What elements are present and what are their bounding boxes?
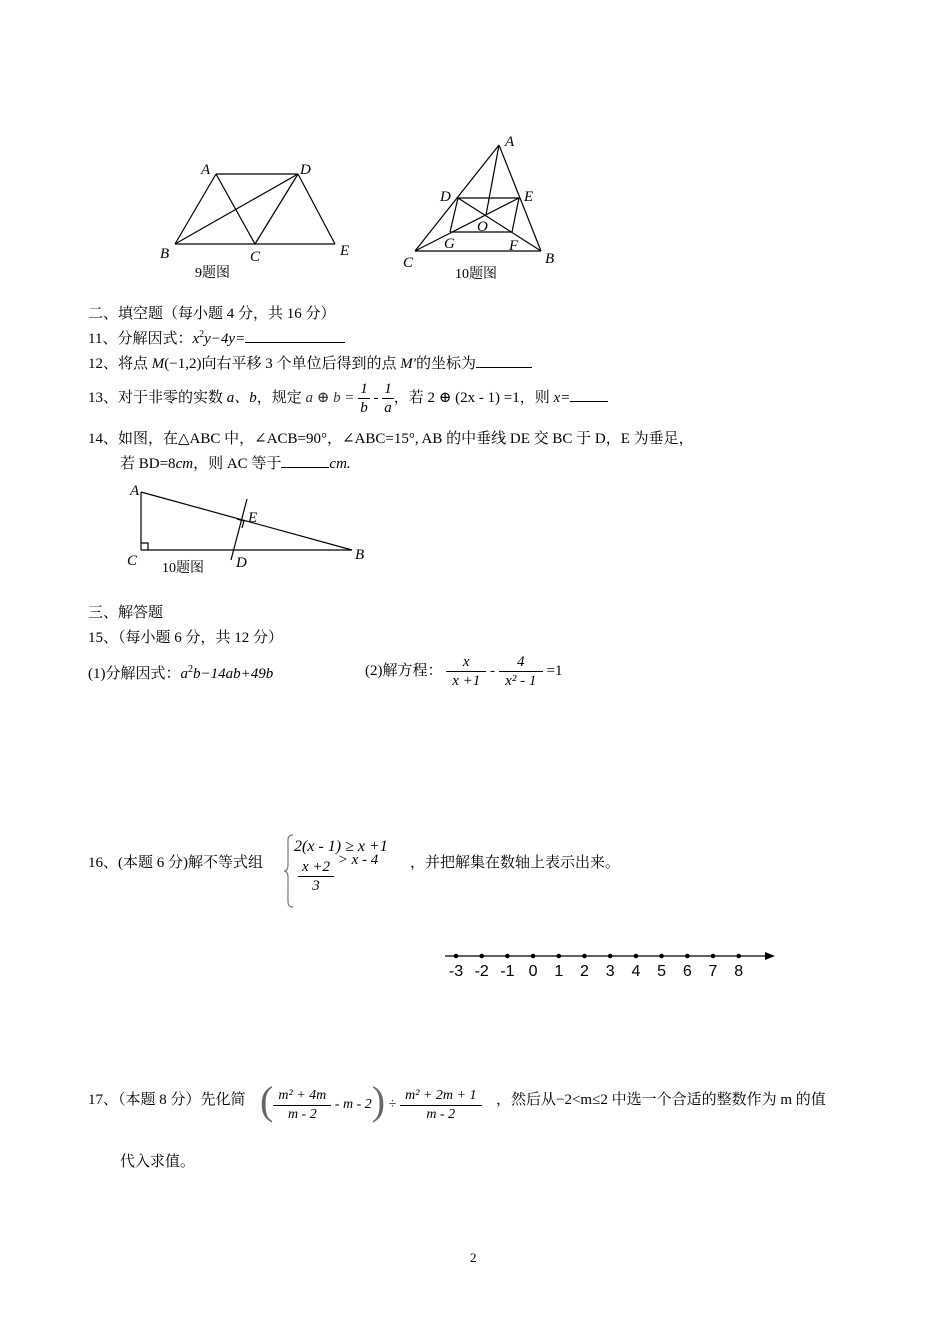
q15-p1-sup: 2 bbox=[188, 664, 193, 675]
number-line-tick-label: 5 bbox=[657, 963, 667, 980]
q11-expr-a: x bbox=[192, 331, 200, 347]
q12-text-b: (−1,2)向右平移 3 个单位后得到的点 bbox=[164, 356, 401, 372]
number-line-tick-label: -3 bbox=[448, 963, 464, 980]
q17-right-paren: ) bbox=[371, 1078, 386, 1123]
number-line-tick bbox=[736, 954, 741, 959]
q17-left-paren: ( bbox=[260, 1078, 274, 1123]
fig9-label-d: D bbox=[300, 162, 311, 178]
q11-prefix: 11、分解因式： bbox=[88, 331, 193, 347]
q15-p2-minus: - bbox=[490, 663, 495, 679]
fig10-label-c: C bbox=[403, 255, 414, 271]
q11-answer-blank[interactable] bbox=[245, 328, 345, 343]
figure-14 bbox=[120, 478, 380, 578]
q16-ineq-1: 2(x - 1) ≥ x +1 bbox=[294, 838, 388, 855]
figure-10 bbox=[398, 130, 568, 280]
q12-answer-blank[interactable] bbox=[476, 353, 532, 368]
q13-ab: a、b bbox=[226, 390, 257, 406]
fig9-caption: 9题图 bbox=[195, 266, 230, 281]
number-line-tick bbox=[608, 954, 613, 959]
fig9-label-a: A bbox=[201, 162, 211, 178]
q11-expr-c: y−4y= bbox=[204, 331, 246, 347]
q16-ineq2-rhs: > x - 4 bbox=[337, 852, 379, 868]
number-line-tick-label: 2 bbox=[580, 963, 589, 980]
q15-part-2 bbox=[365, 650, 562, 692]
number-line-tick bbox=[557, 954, 562, 959]
q17-expression bbox=[260, 1080, 482, 1130]
question-12 bbox=[88, 352, 532, 373]
fig14-label-d: D bbox=[236, 555, 247, 571]
q17-line2: 代入求值。 bbox=[120, 1154, 196, 1170]
q12-m2: M′ bbox=[400, 356, 416, 372]
q16-tail: ，并把解集在数轴上表示出来。 bbox=[410, 855, 621, 871]
number-line-tick-label: -1 bbox=[500, 963, 515, 980]
fig10-label-o: O bbox=[477, 219, 488, 235]
q15-p2-frac-1: $\frac{x}{x +1}$ bbox=[446, 653, 486, 690]
q14-cm2: cm. bbox=[329, 456, 351, 472]
q12-text-c: 的坐标为 bbox=[416, 356, 477, 372]
question-14-line1: 14、如图，在△ABC 中，∠ACB=90°，∠ABC=15°, AB 的中垂线 DE 交 BC 于 D，E 为垂足， bbox=[88, 431, 694, 447]
fig9-label-e: E bbox=[340, 243, 350, 259]
q13-answer-blank[interactable] bbox=[570, 387, 608, 402]
number-line-tick bbox=[505, 954, 510, 959]
q15-part-1 bbox=[88, 662, 273, 683]
page-number: 2 bbox=[470, 1250, 477, 1265]
q16-label: 16、(本题 6 分)解不等式组 bbox=[88, 855, 263, 871]
q14-answer-blank[interactable] bbox=[281, 453, 329, 468]
q13-frac-2: $\frac{1}{a}$ bbox=[384, 381, 392, 417]
q12-m: M bbox=[151, 356, 165, 372]
fig10-label-a: A bbox=[505, 134, 515, 150]
fig10-label-b: B bbox=[545, 251, 555, 267]
number-line-tick-label: 4 bbox=[631, 963, 641, 980]
q17-div: ÷ bbox=[388, 1097, 397, 1113]
question-13 bbox=[88, 376, 608, 420]
q11-expr-b: 2 bbox=[199, 329, 205, 340]
number-line-tick bbox=[479, 954, 484, 959]
number-line-tick bbox=[659, 954, 664, 959]
question-11 bbox=[88, 327, 345, 348]
fig9-label-b: B bbox=[160, 246, 170, 262]
q13-text-b: ，规定 bbox=[256, 390, 302, 406]
q15-p2-frac-2: $\frac{4}{\text{x² - 1}}$ bbox=[499, 653, 543, 690]
fig10-caption: 10题图 bbox=[455, 267, 497, 280]
number-line bbox=[440, 944, 780, 984]
number-line-tick bbox=[582, 954, 587, 959]
q15-p1-expr-b: b−14ab+49b bbox=[193, 666, 274, 682]
fig10-label-f: F bbox=[509, 238, 519, 254]
q13-text-a: 13、对于非零的实数 bbox=[88, 390, 227, 406]
question-15-title: 15、（每小题 6 分，共 12 分） bbox=[88, 630, 284, 646]
fig14-label-c: C bbox=[127, 553, 138, 569]
number-line-tick bbox=[685, 954, 690, 959]
number-line-tick-label: 6 bbox=[682, 963, 692, 980]
fig9-label-c: C bbox=[250, 249, 261, 265]
q17-frac-1: $\frac{\text{m² + 4m}}{m - 2}$ bbox=[273, 1087, 331, 1124]
fig14-caption: 10题图 bbox=[162, 561, 204, 576]
fig10-label-d: D bbox=[440, 189, 451, 205]
question-14-line2 bbox=[120, 452, 351, 473]
q17-frac-2: $\frac{\text{m² + 2m + 1}}{m - 2}$ bbox=[400, 1087, 482, 1124]
q15-p1-expr-a: a bbox=[180, 666, 188, 682]
number-line-tick bbox=[634, 954, 639, 959]
number-line-tick-label: -2 bbox=[474, 963, 489, 980]
q17-label: 17、（本题 8 分）先化简 bbox=[88, 1092, 246, 1108]
q17-mid: - m - 2 bbox=[334, 1097, 372, 1113]
q13-def-lhs: a ⊕ b = bbox=[305, 390, 355, 406]
q13-frac-1: $\frac{1}{b}$ bbox=[360, 381, 368, 417]
figure-9 bbox=[150, 155, 370, 285]
q12-text-a: 12、将点 bbox=[88, 356, 152, 372]
number-line-tick-label: 0 bbox=[528, 963, 538, 980]
number-line-tick-label: 3 bbox=[605, 963, 615, 980]
q16-ineq-2 bbox=[298, 852, 379, 906]
fig14-label-e: E bbox=[248, 510, 258, 526]
q15-p1-label: (1)分解因式： bbox=[88, 666, 181, 682]
q15-p2-eq: =1 bbox=[546, 663, 563, 679]
number-line-tick-label: 8 bbox=[734, 963, 744, 980]
q13-x: x= bbox=[553, 390, 571, 406]
number-line-tick-label: 7 bbox=[708, 963, 718, 980]
q14-cm1: cm bbox=[175, 456, 194, 472]
q16-ineq2-frac: $\frac{x +2}{3}$ bbox=[298, 858, 334, 895]
fig10-label-e: E bbox=[524, 189, 534, 205]
q14-line2-b: ，则 AC 等于 bbox=[193, 456, 282, 472]
q15-p2-label: (2)解方程： bbox=[365, 663, 443, 679]
q13-text-c: ，若 2 ⊕ (2x - 1) =1，则 bbox=[393, 390, 554, 406]
fig14-label-b: B bbox=[355, 547, 365, 563]
fig10-label-g: G bbox=[444, 236, 455, 252]
number-line-tick bbox=[711, 954, 716, 959]
q13-minus: - bbox=[373, 390, 379, 406]
section-3-heading: 三、解答题 bbox=[88, 605, 164, 621]
q14-line2-a: 若 BD=8 bbox=[120, 456, 176, 472]
fig14-label-a: A bbox=[130, 483, 140, 499]
number-line-tick bbox=[531, 954, 536, 959]
number-line-tick bbox=[454, 954, 459, 959]
section-2-heading: 二、填空题（每小题 4 分，共 16 分） bbox=[88, 306, 336, 322]
q17-tail: ，然后从−2<m≤2 中选一个合适的整数作为 m 的值 bbox=[496, 1092, 826, 1108]
number-line-tick-label: 1 bbox=[554, 963, 564, 980]
